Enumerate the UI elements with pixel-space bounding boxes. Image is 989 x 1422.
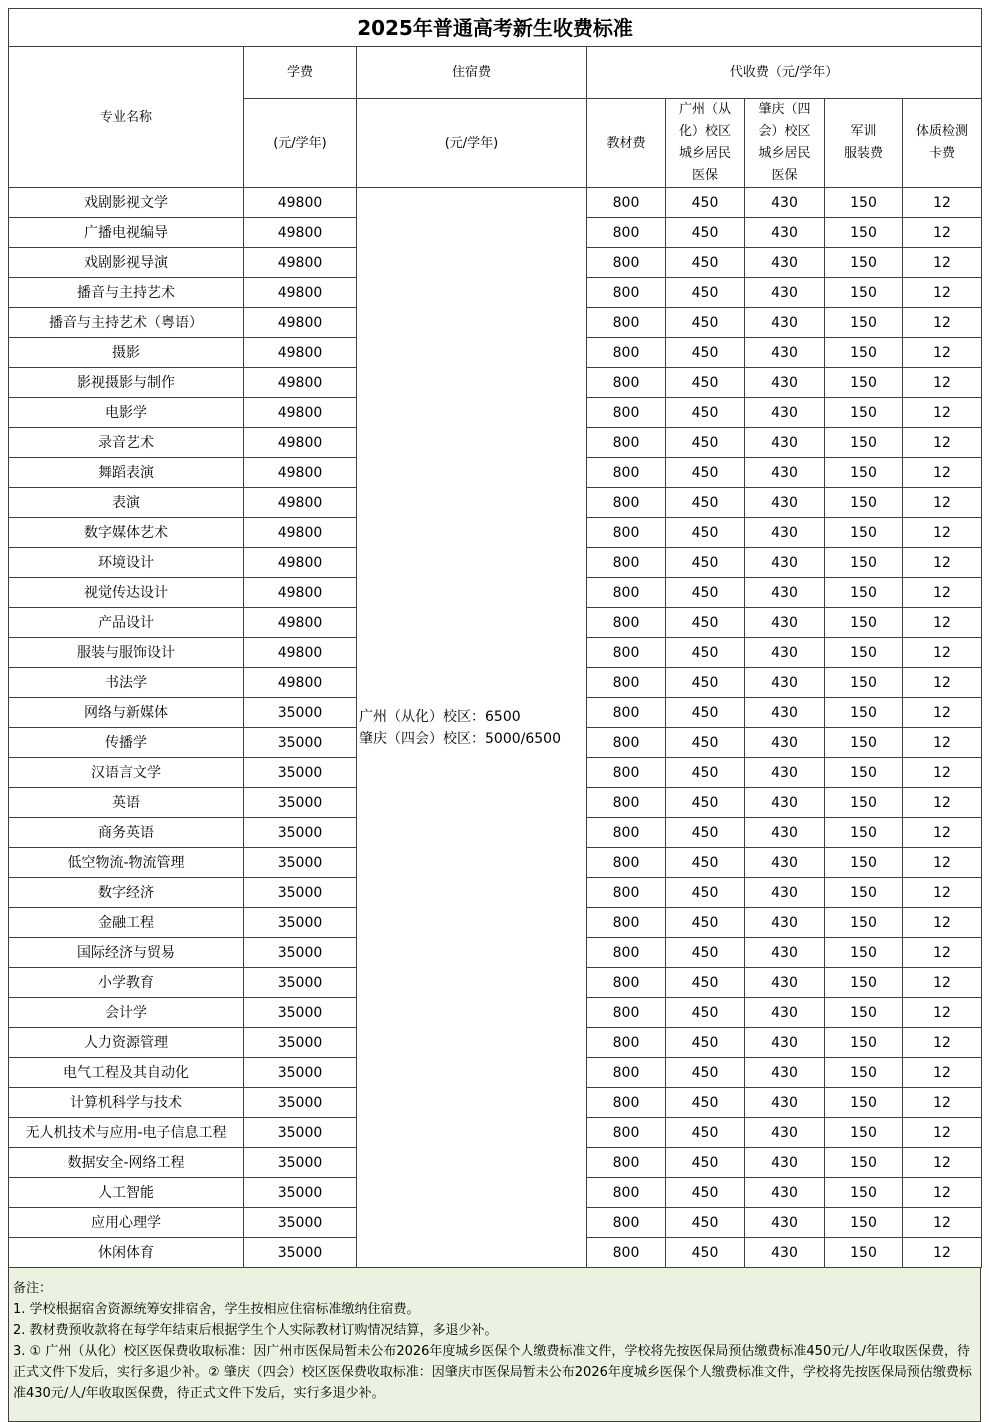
textbook-fee-cell: 800 [587, 398, 666, 428]
major-cell: 录音艺术 [9, 428, 244, 458]
physical-exam-fee-cell: 12 [903, 1088, 982, 1118]
zq-insurance-cell: 430 [745, 398, 825, 428]
zq-insurance-cell: 430 [745, 608, 825, 638]
gz-insurance-cell: 450 [666, 338, 745, 368]
physical-exam-fee-cell: 12 [903, 1238, 982, 1268]
major-cell: 国际经济与贸易 [9, 938, 244, 968]
gz-insurance-cell: 450 [666, 248, 745, 278]
physical-exam-fee-cell: 12 [903, 788, 982, 818]
tuition-cell: 35000 [244, 848, 357, 878]
gz-insurance-cell: 450 [666, 1208, 745, 1238]
uniform-fee-cell: 150 [825, 1028, 903, 1058]
gz-insurance-cell: 450 [666, 1058, 745, 1088]
uniform-fee-cell: 150 [825, 878, 903, 908]
tuition-cell: 49800 [244, 578, 357, 608]
tuition-cell: 35000 [244, 1028, 357, 1058]
physical-exam-fee-cell: 12 [903, 218, 982, 248]
zq-insurance-cell: 430 [745, 1148, 825, 1178]
zq-insurance-cell: 430 [745, 818, 825, 848]
zq-insurance-cell: 430 [745, 668, 825, 698]
textbook-fee-cell: 800 [587, 788, 666, 818]
gz-insurance-cell: 450 [666, 698, 745, 728]
textbook-fee-cell: 800 [587, 968, 666, 998]
uniform-fee-cell: 150 [825, 488, 903, 518]
physical-exam-fee-cell: 12 [903, 1058, 982, 1088]
textbook-fee-cell: 800 [587, 548, 666, 578]
tuition-cell: 49800 [244, 368, 357, 398]
physical-exam-fee-cell: 12 [903, 248, 982, 278]
zq-insurance-cell: 430 [745, 758, 825, 788]
uniform-fee-cell: 150 [825, 998, 903, 1028]
uniform-fee-cell: 150 [825, 578, 903, 608]
physical-exam-fee-cell: 12 [903, 968, 982, 998]
uniform-fee-cell: 150 [825, 338, 903, 368]
major-cell: 播音与主持艺术（粤语） [9, 308, 244, 338]
uniform-fee-cell: 150 [825, 668, 903, 698]
zq-insurance-cell: 430 [745, 1118, 825, 1148]
textbook-fee-cell: 800 [587, 578, 666, 608]
physical-exam-fee-cell: 12 [903, 308, 982, 338]
gz-insurance-cell: 450 [666, 968, 745, 998]
uniform-fee-cell: 150 [825, 608, 903, 638]
textbook-fee-cell: 800 [587, 458, 666, 488]
uniform-fee-cell: 150 [825, 638, 903, 668]
tuition-cell: 49800 [244, 338, 357, 368]
gz-insurance-cell: 450 [666, 428, 745, 458]
gz-insurance-cell: 450 [666, 758, 745, 788]
zq-insurance-cell: 430 [745, 938, 825, 968]
zq-insurance-cell: 430 [745, 698, 825, 728]
tuition-cell: 35000 [244, 1238, 357, 1268]
gz-insurance-cell: 450 [666, 458, 745, 488]
gz-insurance-cell: 450 [666, 908, 745, 938]
gz-insurance-cell: 450 [666, 278, 745, 308]
fee-table-body [9, 188, 982, 1268]
textbook-fee-cell: 800 [587, 338, 666, 368]
gz-insurance-cell: 450 [666, 1238, 745, 1268]
textbook-fee-cell: 800 [587, 308, 666, 338]
tuition-header: 学费 [244, 47, 357, 99]
zq-insurance-cell: 430 [745, 848, 825, 878]
collected-fees-header: 代收费（元/学年） [587, 47, 982, 99]
gz-insurance-cell: 450 [666, 998, 745, 1028]
major-cell: 广播电视编导 [9, 218, 244, 248]
dorm-fee-line: 肇庆（四会）校区：5000/6500 [359, 730, 561, 747]
uniform-fee-cell: 150 [825, 908, 903, 938]
physical-exam-fee-cell: 12 [903, 938, 982, 968]
major-cell: 影视摄影与制作 [9, 368, 244, 398]
uniform-fee-cell: 150 [825, 308, 903, 338]
gz-insurance-cell: 450 [666, 398, 745, 428]
tuition-cell: 49800 [244, 428, 357, 458]
physical-exam-fee-cell: 12 [903, 1208, 982, 1238]
table-row [9, 188, 982, 218]
note-item: 3. ① 广州（从化）校区医保费收取标准：因广州市医保局暂未公布2026年度城乡医保个人缴费标准文件，学校将先按医保局预估缴费标准450元/人/年收取医保费，待正式文件下发后，实行多退少补。② 肇庆（四会）校区医保费收取标准：因肇庆市医保局暂未公布2026年度城乡医保个人缴费标准文件，学校将先按医保局预估缴费标准430元/人/年收取医保费，待正式文件下发后，实行多退少补。 [13, 1344, 972, 1401]
textbook-header: 教材费 [587, 99, 666, 188]
physical-exam-fee-cell: 12 [903, 998, 982, 1028]
gz-insurance-cell: 450 [666, 608, 745, 638]
uniform-fee-cell: 150 [825, 788, 903, 818]
gz-insurance-cell: 450 [666, 308, 745, 338]
physical-exam-fee-cell: 12 [903, 668, 982, 698]
fee-table [8, 8, 982, 1268]
physical-exam-fee-cell: 12 [903, 188, 982, 218]
physical-exam-fee-cell: 12 [903, 728, 982, 758]
gz-insurance-cell: 450 [666, 488, 745, 518]
gz-insurance-cell: 450 [666, 668, 745, 698]
note-item: 1. 学校根据宿舍资源统筹安排宿舍，学生按相应住宿标准缴纳住宿费。 [13, 1302, 420, 1317]
gz-insurance-cell: 450 [666, 1148, 745, 1178]
tuition-cell: 49800 [244, 308, 357, 338]
major-cell: 网络与新媒体 [9, 698, 244, 728]
tuition-cell: 49800 [244, 188, 357, 218]
textbook-fee-cell: 800 [587, 818, 666, 848]
major-header: 专业名称 [9, 47, 244, 188]
zq-insurance-cell: 430 [745, 548, 825, 578]
major-cell: 会计学 [9, 998, 244, 1028]
gz-insurance-cell: 450 [666, 1028, 745, 1058]
physical-exam-fee-cell: 12 [903, 518, 982, 548]
zq-insurance-cell: 430 [745, 248, 825, 278]
zq-insurance-cell: 430 [745, 458, 825, 488]
uniform-fee-cell: 150 [825, 938, 903, 968]
tuition-cell: 49800 [244, 638, 357, 668]
textbook-fee-cell: 800 [587, 1148, 666, 1178]
gz-insurance-cell: 450 [666, 938, 745, 968]
textbook-fee-cell: 800 [587, 188, 666, 218]
textbook-fee-cell: 800 [587, 368, 666, 398]
zq-insurance-cell: 430 [745, 638, 825, 668]
zq-insurance-cell: 430 [745, 998, 825, 1028]
zq-insurance-cell: 430 [745, 278, 825, 308]
uniform-fee-cell: 150 [825, 248, 903, 278]
tuition-cell: 35000 [244, 908, 357, 938]
physical-exam-fee-cell: 12 [903, 1178, 982, 1208]
gz-insurance-cell: 450 [666, 1178, 745, 1208]
major-cell: 英语 [9, 788, 244, 818]
textbook-fee-cell: 800 [587, 248, 666, 278]
tuition-cell: 35000 [244, 1118, 357, 1148]
gz-insurance-cell: 450 [666, 218, 745, 248]
textbook-fee-cell: 800 [587, 1028, 666, 1058]
uniform-fee-cell: 150 [825, 458, 903, 488]
major-cell: 低空物流-物流管理 [9, 848, 244, 878]
gz-insurance-cell: 450 [666, 728, 745, 758]
uniform-fee-cell: 150 [825, 518, 903, 548]
zq-insurance-cell: 430 [745, 788, 825, 818]
zq-insurance-cell: 430 [745, 368, 825, 398]
tuition-cell: 35000 [244, 758, 357, 788]
physical-exam-fee-cell: 12 [903, 758, 982, 788]
uniform-header: 军训 服装费 [825, 99, 903, 188]
major-cell: 数字媒体艺术 [9, 518, 244, 548]
uniform-fee-cell: 150 [825, 1088, 903, 1118]
uniform-fee-cell: 150 [825, 1208, 903, 1238]
major-cell: 表演 [9, 488, 244, 518]
gz-insurance-cell: 450 [666, 518, 745, 548]
zq-insurance-cell: 430 [745, 308, 825, 338]
major-cell: 视觉传达设计 [9, 578, 244, 608]
notes-heading: 备注： [13, 1281, 53, 1296]
tuition-cell: 35000 [244, 998, 357, 1028]
tuition-cell: 49800 [244, 398, 357, 428]
zq-insurance-cell: 430 [745, 1178, 825, 1208]
major-cell: 数据安全-网络工程 [9, 1148, 244, 1178]
major-cell: 人工智能 [9, 1178, 244, 1208]
textbook-fee-cell: 800 [587, 1118, 666, 1148]
uniform-fee-cell: 150 [825, 548, 903, 578]
dorm-unit: (元/学年) [357, 99, 587, 188]
physical-exam-header: 体质检测 卡费 [903, 99, 982, 188]
major-cell: 服装与服饰设计 [9, 638, 244, 668]
textbook-fee-cell: 800 [587, 428, 666, 458]
tuition-cell: 49800 [244, 218, 357, 248]
tuition-cell: 35000 [244, 878, 357, 908]
uniform-fee-cell: 150 [825, 1238, 903, 1268]
major-cell: 电影学 [9, 398, 244, 428]
notes-panel [8, 1268, 981, 1422]
physical-exam-fee-cell: 12 [903, 488, 982, 518]
gz-insurance-cell: 450 [666, 548, 745, 578]
page-title: 2025年普通高考新生收费标准 [9, 9, 982, 47]
major-cell: 传播学 [9, 728, 244, 758]
tuition-cell: 49800 [244, 668, 357, 698]
uniform-fee-cell: 150 [825, 1058, 903, 1088]
physical-exam-fee-cell: 12 [903, 1028, 982, 1058]
tuition-cell: 49800 [244, 278, 357, 308]
gz-insurance-cell: 450 [666, 638, 745, 668]
zq-insurance-cell: 430 [745, 338, 825, 368]
tuition-cell: 35000 [244, 1208, 357, 1238]
tuition-unit: (元/学年) [244, 99, 357, 188]
tuition-cell: 35000 [244, 818, 357, 848]
physical-exam-fee-cell: 12 [903, 638, 982, 668]
tuition-cell: 35000 [244, 1148, 357, 1178]
textbook-fee-cell: 800 [587, 638, 666, 668]
zq-insurance-cell: 430 [745, 1058, 825, 1088]
major-cell: 戏剧影视导演 [9, 248, 244, 278]
major-cell: 舞蹈表演 [9, 458, 244, 488]
physical-exam-fee-cell: 12 [903, 578, 982, 608]
zq-insurance-header: 肇庆（四 会）校区 城乡居民 医保 [745, 99, 825, 188]
physical-exam-fee-cell: 12 [903, 428, 982, 458]
uniform-fee-cell: 150 [825, 398, 903, 428]
textbook-fee-cell: 800 [587, 608, 666, 638]
textbook-fee-cell: 800 [587, 908, 666, 938]
dorm-fee-cell [357, 188, 587, 1268]
textbook-fee-cell: 800 [587, 1088, 666, 1118]
gz-insurance-cell: 450 [666, 1088, 745, 1118]
uniform-fee-cell: 150 [825, 758, 903, 788]
physical-exam-fee-cell: 12 [903, 548, 982, 578]
zq-insurance-cell: 430 [745, 1088, 825, 1118]
major-cell: 休闲体育 [9, 1238, 244, 1268]
major-cell: 汉语言文学 [9, 758, 244, 788]
uniform-fee-cell: 150 [825, 1178, 903, 1208]
uniform-fee-cell: 150 [825, 278, 903, 308]
major-cell: 应用心理学 [9, 1208, 244, 1238]
zq-insurance-cell: 430 [745, 1208, 825, 1238]
textbook-fee-cell: 800 [587, 1238, 666, 1268]
note-item: 2. 教材费预收款将在每学年结束后根据学生个人实际教材订购情况结算，多退少补。 [13, 1323, 498, 1338]
physical-exam-fee-cell: 12 [903, 458, 982, 488]
uniform-fee-cell: 150 [825, 218, 903, 248]
textbook-fee-cell: 800 [587, 1058, 666, 1088]
textbook-fee-cell: 800 [587, 848, 666, 878]
tuition-cell: 49800 [244, 458, 357, 488]
major-cell: 商务英语 [9, 818, 244, 848]
gz-insurance-cell: 450 [666, 578, 745, 608]
gz-insurance-header: 广州（从 化）校区 城乡居民 医保 [666, 99, 745, 188]
major-cell: 数字经济 [9, 878, 244, 908]
physical-exam-fee-cell: 12 [903, 338, 982, 368]
textbook-fee-cell: 800 [587, 938, 666, 968]
zq-insurance-cell: 430 [745, 188, 825, 218]
major-cell: 书法学 [9, 668, 244, 698]
major-cell: 产品设计 [9, 608, 244, 638]
zq-insurance-cell: 430 [745, 1028, 825, 1058]
textbook-fee-cell: 800 [587, 218, 666, 248]
zq-insurance-cell: 430 [745, 728, 825, 758]
textbook-fee-cell: 800 [587, 668, 666, 698]
tuition-cell: 35000 [244, 1058, 357, 1088]
zq-insurance-cell: 430 [745, 968, 825, 998]
tuition-cell: 49800 [244, 518, 357, 548]
textbook-fee-cell: 800 [587, 278, 666, 308]
zq-insurance-cell: 430 [745, 218, 825, 248]
textbook-fee-cell: 800 [587, 758, 666, 788]
uniform-fee-cell: 150 [825, 188, 903, 218]
zq-insurance-cell: 430 [745, 878, 825, 908]
major-cell: 戏剧影视文学 [9, 188, 244, 218]
major-cell: 计算机科学与技术 [9, 1088, 244, 1118]
zq-insurance-cell: 430 [745, 578, 825, 608]
zq-insurance-cell: 430 [745, 518, 825, 548]
tuition-cell: 49800 [244, 548, 357, 578]
gz-insurance-cell: 450 [666, 878, 745, 908]
physical-exam-fee-cell: 12 [903, 1148, 982, 1178]
major-cell: 摄影 [9, 338, 244, 368]
major-cell: 无人机技术与应用-电子信息工程 [9, 1118, 244, 1148]
gz-insurance-cell: 450 [666, 818, 745, 848]
major-cell: 环境设计 [9, 548, 244, 578]
textbook-fee-cell: 800 [587, 518, 666, 548]
uniform-fee-cell: 150 [825, 968, 903, 998]
physical-exam-fee-cell: 12 [903, 878, 982, 908]
zq-insurance-cell: 430 [745, 1238, 825, 1268]
textbook-fee-cell: 800 [587, 1178, 666, 1208]
textbook-fee-cell: 800 [587, 1208, 666, 1238]
tuition-cell: 35000 [244, 1088, 357, 1118]
textbook-fee-cell: 800 [587, 488, 666, 518]
tuition-cell: 35000 [244, 938, 357, 968]
uniform-fee-cell: 150 [825, 368, 903, 398]
textbook-fee-cell: 800 [587, 998, 666, 1028]
gz-insurance-cell: 450 [666, 1118, 745, 1148]
tuition-cell: 35000 [244, 1178, 357, 1208]
tuition-cell: 35000 [244, 698, 357, 728]
zq-insurance-cell: 430 [745, 908, 825, 938]
physical-exam-fee-cell: 12 [903, 698, 982, 728]
uniform-fee-cell: 150 [825, 1118, 903, 1148]
uniform-fee-cell: 150 [825, 1148, 903, 1178]
major-cell: 小学教育 [9, 968, 244, 998]
major-cell: 人力资源管理 [9, 1028, 244, 1058]
major-cell: 电气工程及其自动化 [9, 1058, 244, 1088]
gz-insurance-cell: 450 [666, 188, 745, 218]
physical-exam-fee-cell: 12 [903, 278, 982, 308]
textbook-fee-cell: 800 [587, 878, 666, 908]
uniform-fee-cell: 150 [825, 818, 903, 848]
uniform-fee-cell: 150 [825, 698, 903, 728]
gz-insurance-cell: 450 [666, 848, 745, 878]
gz-insurance-cell: 450 [666, 368, 745, 398]
textbook-fee-cell: 800 [587, 728, 666, 758]
tuition-cell: 49800 [244, 248, 357, 278]
tuition-cell: 35000 [244, 788, 357, 818]
tuition-cell: 49800 [244, 488, 357, 518]
textbook-fee-cell: 800 [587, 698, 666, 728]
physical-exam-fee-cell: 12 [903, 608, 982, 638]
fee-sheet [8, 8, 981, 1422]
tuition-cell: 35000 [244, 968, 357, 998]
dorm-fee-line: 广州（从化）校区：6500 [359, 708, 521, 725]
physical-exam-fee-cell: 12 [903, 398, 982, 428]
dorm-header: 住宿费 [357, 47, 587, 99]
physical-exam-fee-cell: 12 [903, 848, 982, 878]
major-cell: 金融工程 [9, 908, 244, 938]
zq-insurance-cell: 430 [745, 428, 825, 458]
gz-insurance-cell: 450 [666, 788, 745, 818]
physical-exam-fee-cell: 12 [903, 368, 982, 398]
physical-exam-fee-cell: 12 [903, 908, 982, 938]
major-cell: 播音与主持艺术 [9, 278, 244, 308]
tuition-cell: 35000 [244, 728, 357, 758]
zq-insurance-cell: 430 [745, 488, 825, 518]
physical-exam-fee-cell: 12 [903, 818, 982, 848]
tuition-cell: 49800 [244, 608, 357, 638]
uniform-fee-cell: 150 [825, 728, 903, 758]
physical-exam-fee-cell: 12 [903, 1118, 982, 1148]
uniform-fee-cell: 150 [825, 428, 903, 458]
uniform-fee-cell: 150 [825, 848, 903, 878]
